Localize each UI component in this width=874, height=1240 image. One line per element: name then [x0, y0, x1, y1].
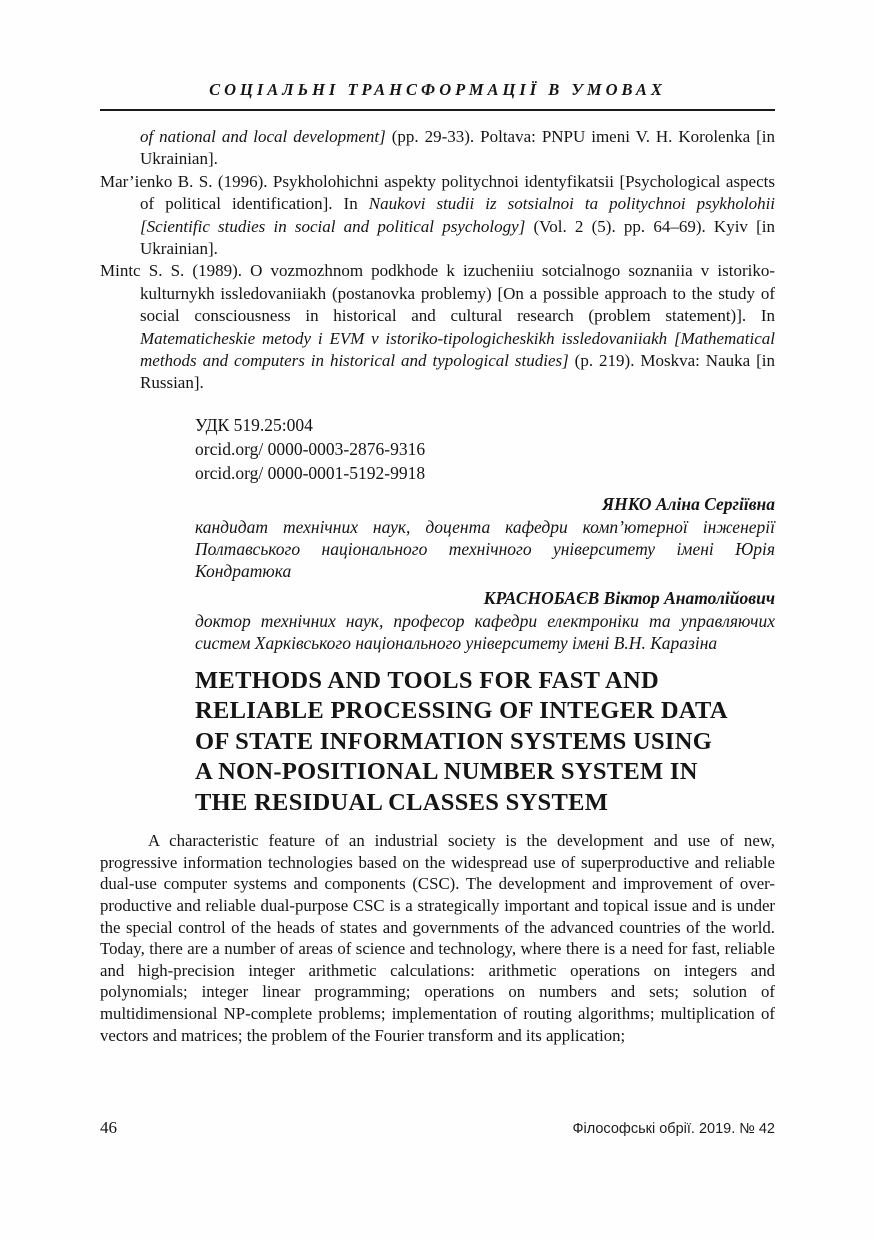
author-affiliation: доктор технічних наук, професор кафедри електроніки та управляючих систем Харківського національного університету імені В.Н. Каразіна	[195, 610, 775, 653]
reference-entry	[100, 171, 775, 261]
author-affiliation: кандидат технічних наук, доцента кафедри комп’ютерної інженерії Полтавського національного технічного університету імені Юрія Кондратюка	[195, 516, 775, 581]
reference-entry	[100, 260, 775, 394]
body-paragraph: A characteristic feature of an industrial society is the development and use of new, progressive information technologies based on the widespread use of superproductive and reliable dual-use computer systems and components (CSC). The development and improvement of over-productive and reliable dual-purpose CSC is a strategically important and topical issue and is under the special control of the heads of states and governments of the advanced countries of the world. Today, there are a number of areas of science and technology, where there is a need for fast, reliable and high-precision integer arithmetic calculations: arithmetic operations on integers and polynomials; integer linear programming; operations on numbers and sets; solution of multidimensional NP-complete problems; implementation of routing algorithms; multiplication of vectors and matrices; the problem of the Fourier transform and its application;	[100, 831, 775, 1045]
udc-code: УДК 519.25:004	[195, 414, 313, 435]
reference-segment: Mar’ienko B. S. (1996). Psykholohichni aspekty politychnoi identyfikatsii [Psychological aspects of political identification]. In	[100, 171, 775, 214]
author-name: КРАСНОБАЄВ Віктор Анатолійович	[483, 587, 775, 608]
running-header: СОЦІАЛЬНІ ТРАНСФОРМАЦІЇ В УМОВАХ	[100, 80, 775, 111]
reference-segment: (Vol. 2 (5). pp. 64–69). Kyiv [in Ukrainian].	[140, 216, 775, 259]
article-title	[195, 666, 775, 819]
article-title-line: THE RESIDUAL CLASSES SYSTEM	[195, 788, 609, 816]
reference-segment: Mintc S. S. (1989). O vozmozhnom podkhode k izucheniiu sotcialnogo soznaniia v istoriko-kulturnykh issledovaniiakh (postanovka problemy) [On a possible approach to the study of social consciousness in historical and cultural research (problem statement)]. In	[100, 261, 775, 326]
page-number: 46	[100, 1118, 117, 1137]
orcid-id: orcid.org/ 0000-0003-2876-9316	[195, 439, 426, 460]
article-title-line: RELIABLE PROCESSING OF INTEGER DATA	[195, 697, 728, 725]
journal-footer: Філософські обрії. 2019. № 42	[572, 1121, 775, 1137]
article-title-line: METHODS AND TOOLS FOR FAST AND	[195, 666, 659, 694]
reference-segment: of national and local development]	[140, 127, 386, 146]
article-title-line: OF STATE INFORMATION SYSTEMS USING	[195, 727, 713, 755]
article-meta	[195, 413, 775, 486]
reference-segment: Naukovi studii iz sotsialnoi ta politychnoi psykholohii [Scientific studies in social and political psychology]	[140, 194, 776, 236]
reference-segment: Matematicheskie metody i EVM v istoriko-tipologicheskikh issledovaniiakh [Mathematical methods and computers in historical and typological studies]	[140, 328, 775, 371]
author-name: ЯНКО Аліна Сергіївна	[602, 493, 775, 514]
reference-entry	[100, 126, 775, 171]
orcid-id: orcid.org/ 0000-0001-5192-9918	[195, 463, 426, 484]
reference-segment: (pp. 29-33). Poltava: PNPU imeni V. H. Korolenka [in Ukrainian].	[140, 127, 775, 169]
page-footer	[100, 1118, 775, 1138]
references-list	[100, 126, 775, 395]
reference-segment: (p. 219). Moskva: Nauka [in Russian].	[140, 351, 775, 393]
article-title-line: A NON-POSITIONAL NUMBER SYSTEM IN	[195, 758, 698, 786]
